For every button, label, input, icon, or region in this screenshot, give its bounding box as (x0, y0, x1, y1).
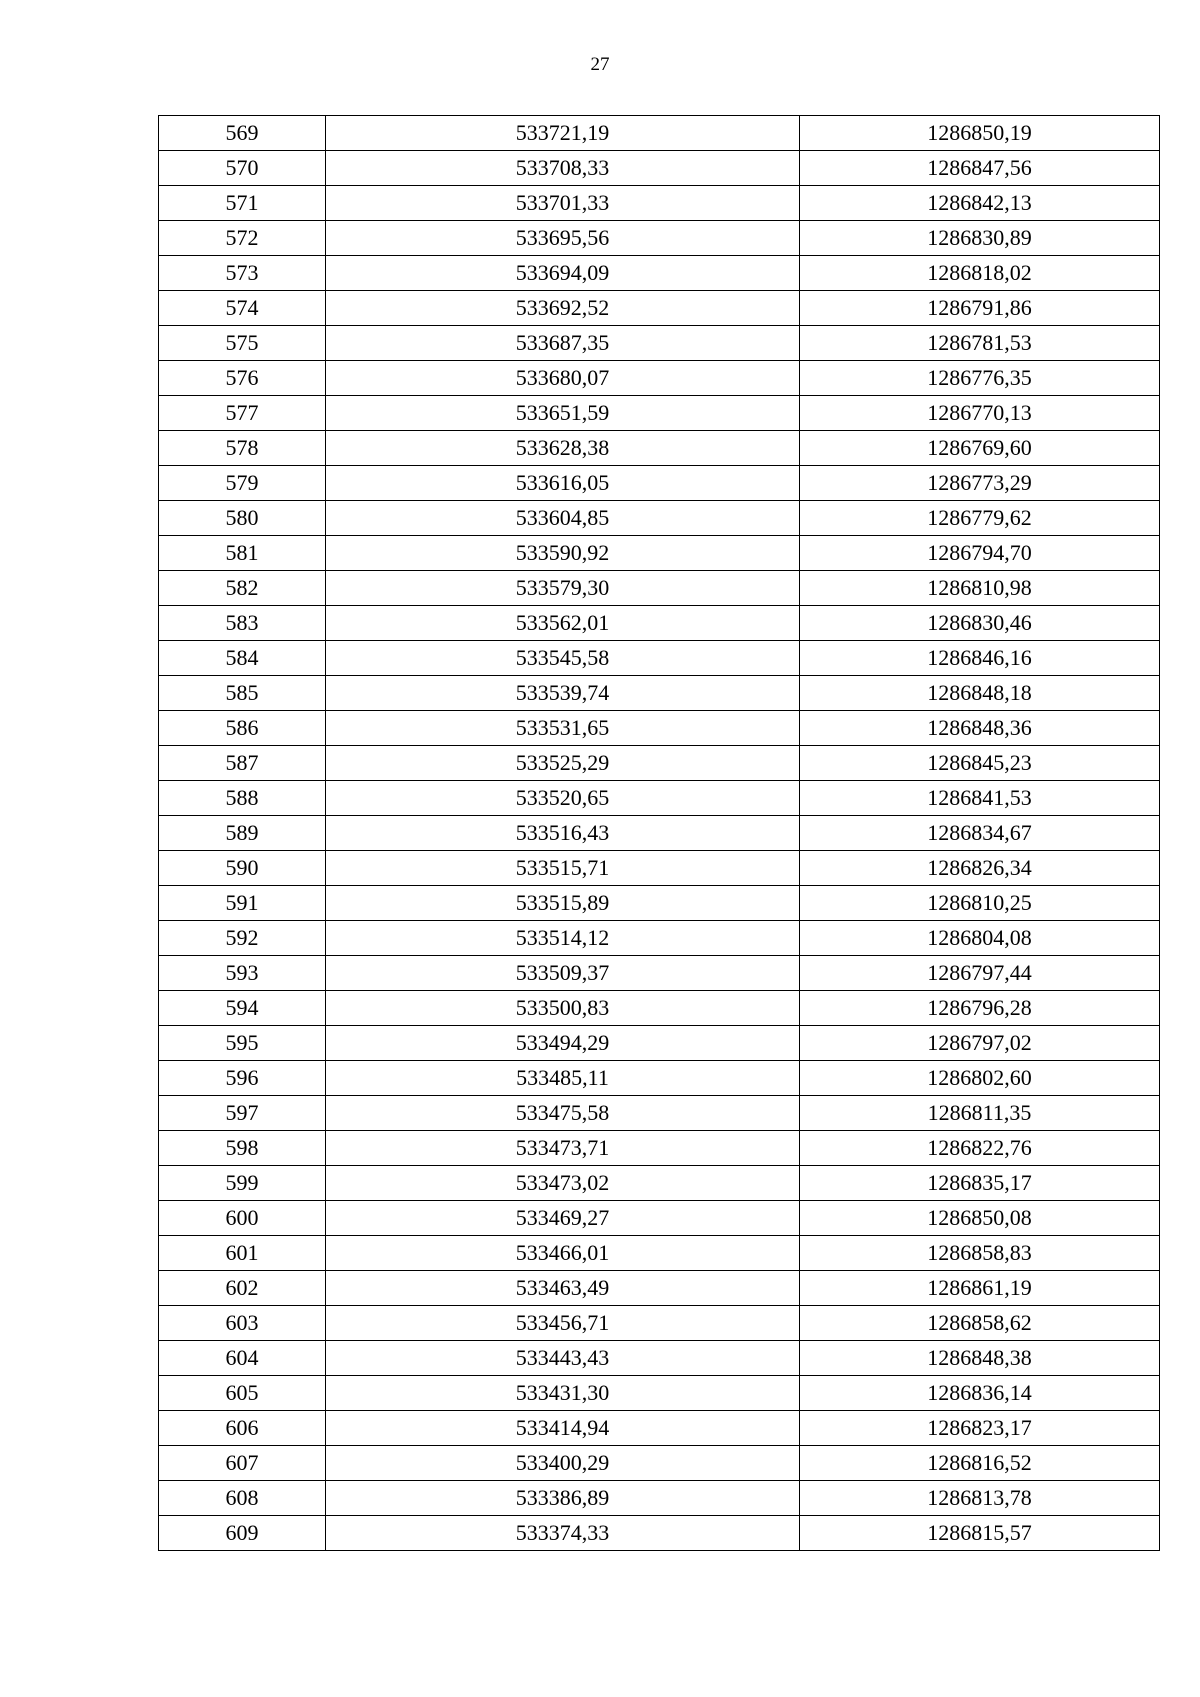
y-coordinate-cell: 1286842,13 (800, 186, 1160, 221)
x-coordinate-cell: 533509,37 (326, 956, 800, 991)
x-coordinate-cell: 533531,65 (326, 711, 800, 746)
y-coordinate-cell: 1286816,52 (800, 1446, 1160, 1481)
y-coordinate-cell: 1286848,36 (800, 711, 1160, 746)
point-number-cell: 593 (159, 956, 326, 991)
coordinates-table-body (159, 116, 1160, 1551)
table-row (159, 571, 1160, 606)
table-row (159, 851, 1160, 886)
y-coordinate-cell: 1286804,08 (800, 921, 1160, 956)
point-number-cell: 570 (159, 151, 326, 186)
x-coordinate-cell: 533515,89 (326, 886, 800, 921)
x-coordinate-cell: 533545,58 (326, 641, 800, 676)
x-coordinate-cell: 533695,56 (326, 221, 800, 256)
point-number-cell: 582 (159, 571, 326, 606)
table-row (159, 711, 1160, 746)
table-row (159, 1306, 1160, 1341)
point-number-cell: 600 (159, 1201, 326, 1236)
point-number-cell: 604 (159, 1341, 326, 1376)
point-number-cell: 603 (159, 1306, 326, 1341)
y-coordinate-cell: 1286836,14 (800, 1376, 1160, 1411)
table-row (159, 1376, 1160, 1411)
table-row (159, 116, 1160, 151)
y-coordinate-cell: 1286810,25 (800, 886, 1160, 921)
x-coordinate-cell: 533590,92 (326, 536, 800, 571)
table-row (159, 1166, 1160, 1201)
x-coordinate-cell: 533701,33 (326, 186, 800, 221)
x-coordinate-cell: 533515,71 (326, 851, 800, 886)
point-number-cell: 580 (159, 501, 326, 536)
x-coordinate-cell: 533616,05 (326, 466, 800, 501)
y-coordinate-cell: 1286826,34 (800, 851, 1160, 886)
point-number-cell: 594 (159, 991, 326, 1026)
point-number-cell: 609 (159, 1516, 326, 1551)
x-coordinate-cell: 533494,29 (326, 1026, 800, 1061)
y-coordinate-cell: 1286813,78 (800, 1481, 1160, 1516)
x-coordinate-cell: 533473,71 (326, 1131, 800, 1166)
x-coordinate-cell: 533500,83 (326, 991, 800, 1026)
y-coordinate-cell: 1286848,18 (800, 676, 1160, 711)
point-number-cell: 599 (159, 1166, 326, 1201)
table-row (159, 1026, 1160, 1061)
table-row (159, 606, 1160, 641)
x-coordinate-cell: 533516,43 (326, 816, 800, 851)
point-number-cell: 601 (159, 1236, 326, 1271)
y-coordinate-cell: 1286810,98 (800, 571, 1160, 606)
point-number-cell: 579 (159, 466, 326, 501)
point-number-cell: 608 (159, 1481, 326, 1516)
point-number-cell: 575 (159, 326, 326, 361)
x-coordinate-cell: 533456,71 (326, 1306, 800, 1341)
y-coordinate-cell: 1286779,62 (800, 501, 1160, 536)
table-row (159, 676, 1160, 711)
point-number-cell: 581 (159, 536, 326, 571)
table-row (159, 361, 1160, 396)
y-coordinate-cell: 1286769,60 (800, 431, 1160, 466)
point-number-cell: 576 (159, 361, 326, 396)
y-coordinate-cell: 1286802,60 (800, 1061, 1160, 1096)
table-row (159, 1446, 1160, 1481)
point-number-cell: 595 (159, 1026, 326, 1061)
point-number-cell: 586 (159, 711, 326, 746)
table-row (159, 536, 1160, 571)
point-number-cell: 587 (159, 746, 326, 781)
point-number-cell: 590 (159, 851, 326, 886)
y-coordinate-cell: 1286861,19 (800, 1271, 1160, 1306)
x-coordinate-cell: 533485,11 (326, 1061, 800, 1096)
point-number-cell: 588 (159, 781, 326, 816)
x-coordinate-cell: 533520,65 (326, 781, 800, 816)
y-coordinate-cell: 1286858,62 (800, 1306, 1160, 1341)
x-coordinate-cell: 533562,01 (326, 606, 800, 641)
table-row (159, 1411, 1160, 1446)
table-row (159, 956, 1160, 991)
x-coordinate-cell: 533628,38 (326, 431, 800, 466)
point-number-cell: 597 (159, 1096, 326, 1131)
y-coordinate-cell: 1286781,53 (800, 326, 1160, 361)
x-coordinate-cell: 533514,12 (326, 921, 800, 956)
point-number-cell: 585 (159, 676, 326, 711)
x-coordinate-cell: 533386,89 (326, 1481, 800, 1516)
y-coordinate-cell: 1286835,17 (800, 1166, 1160, 1201)
x-coordinate-cell: 533680,07 (326, 361, 800, 396)
y-coordinate-cell: 1286811,35 (800, 1096, 1160, 1131)
y-coordinate-cell: 1286834,67 (800, 816, 1160, 851)
point-number-cell: 602 (159, 1271, 326, 1306)
point-number-cell: 589 (159, 816, 326, 851)
y-coordinate-cell: 1286797,44 (800, 956, 1160, 991)
y-coordinate-cell: 1286797,02 (800, 1026, 1160, 1061)
y-coordinate-cell: 1286850,19 (800, 116, 1160, 151)
table-row (159, 1131, 1160, 1166)
y-coordinate-cell: 1286841,53 (800, 781, 1160, 816)
point-number-cell: 605 (159, 1376, 326, 1411)
table-row (159, 1341, 1160, 1376)
table-row (159, 186, 1160, 221)
point-number-cell: 578 (159, 431, 326, 466)
y-coordinate-cell: 1286850,08 (800, 1201, 1160, 1236)
y-coordinate-cell: 1286858,83 (800, 1236, 1160, 1271)
x-coordinate-cell: 533466,01 (326, 1236, 800, 1271)
table-row (159, 1201, 1160, 1236)
x-coordinate-cell: 533604,85 (326, 501, 800, 536)
table-row (159, 921, 1160, 956)
x-coordinate-cell: 533651,59 (326, 396, 800, 431)
x-coordinate-cell: 533469,27 (326, 1201, 800, 1236)
x-coordinate-cell: 533579,30 (326, 571, 800, 606)
table-row (159, 781, 1160, 816)
table-row (159, 256, 1160, 291)
table-row (159, 291, 1160, 326)
x-coordinate-cell: 533414,94 (326, 1411, 800, 1446)
x-coordinate-cell: 533463,49 (326, 1271, 800, 1306)
y-coordinate-cell: 1286830,89 (800, 221, 1160, 256)
x-coordinate-cell: 533525,29 (326, 746, 800, 781)
table-row (159, 1096, 1160, 1131)
x-coordinate-cell: 533374,33 (326, 1516, 800, 1551)
page-number: 27 (590, 54, 610, 75)
table-row (159, 396, 1160, 431)
y-coordinate-cell: 1286822,76 (800, 1131, 1160, 1166)
x-coordinate-cell: 533694,09 (326, 256, 800, 291)
x-coordinate-cell: 533473,02 (326, 1166, 800, 1201)
y-coordinate-cell: 1286845,23 (800, 746, 1160, 781)
y-coordinate-cell: 1286796,28 (800, 991, 1160, 1026)
point-number-cell: 606 (159, 1411, 326, 1446)
y-coordinate-cell: 1286773,29 (800, 466, 1160, 501)
y-coordinate-cell: 1286846,16 (800, 641, 1160, 676)
x-coordinate-cell: 533721,19 (326, 116, 800, 151)
point-number-cell: 583 (159, 606, 326, 641)
y-coordinate-cell: 1286847,56 (800, 151, 1160, 186)
table-row (159, 431, 1160, 466)
x-coordinate-cell: 533539,74 (326, 676, 800, 711)
table-row (159, 221, 1160, 256)
table-row (159, 1516, 1160, 1551)
point-number-cell: 607 (159, 1446, 326, 1481)
y-coordinate-cell: 1286770,13 (800, 396, 1160, 431)
table-row (159, 466, 1160, 501)
table-row (159, 501, 1160, 536)
table-row (159, 1061, 1160, 1096)
x-coordinate-cell: 533475,58 (326, 1096, 800, 1131)
y-coordinate-cell: 1286776,35 (800, 361, 1160, 396)
table-row (159, 991, 1160, 1026)
x-coordinate-cell: 533431,30 (326, 1376, 800, 1411)
table-row (159, 326, 1160, 361)
table-row (159, 746, 1160, 781)
table-row (159, 1271, 1160, 1306)
point-number-cell: 573 (159, 256, 326, 291)
point-number-cell: 571 (159, 186, 326, 221)
point-number-cell: 569 (159, 116, 326, 151)
point-number-cell: 591 (159, 886, 326, 921)
coordinates-table (158, 115, 1160, 1551)
x-coordinate-cell: 533692,52 (326, 291, 800, 326)
point-number-cell: 574 (159, 291, 326, 326)
table-row (159, 151, 1160, 186)
y-coordinate-cell: 1286823,17 (800, 1411, 1160, 1446)
point-number-cell: 592 (159, 921, 326, 956)
x-coordinate-cell: 533708,33 (326, 151, 800, 186)
y-coordinate-cell: 1286815,57 (800, 1516, 1160, 1551)
table-row (159, 1481, 1160, 1516)
y-coordinate-cell: 1286830,46 (800, 606, 1160, 641)
y-coordinate-cell: 1286791,86 (800, 291, 1160, 326)
table-row (159, 1236, 1160, 1271)
point-number-cell: 598 (159, 1131, 326, 1166)
table-row (159, 641, 1160, 676)
x-coordinate-cell: 533400,29 (326, 1446, 800, 1481)
y-coordinate-cell: 1286818,02 (800, 256, 1160, 291)
table-row (159, 886, 1160, 921)
x-coordinate-cell: 533443,43 (326, 1341, 800, 1376)
point-number-cell: 584 (159, 641, 326, 676)
point-number-cell: 596 (159, 1061, 326, 1096)
y-coordinate-cell: 1286848,38 (800, 1341, 1160, 1376)
y-coordinate-cell: 1286794,70 (800, 536, 1160, 571)
x-coordinate-cell: 533687,35 (326, 326, 800, 361)
table-row (159, 816, 1160, 851)
point-number-cell: 572 (159, 221, 326, 256)
point-number-cell: 577 (159, 396, 326, 431)
